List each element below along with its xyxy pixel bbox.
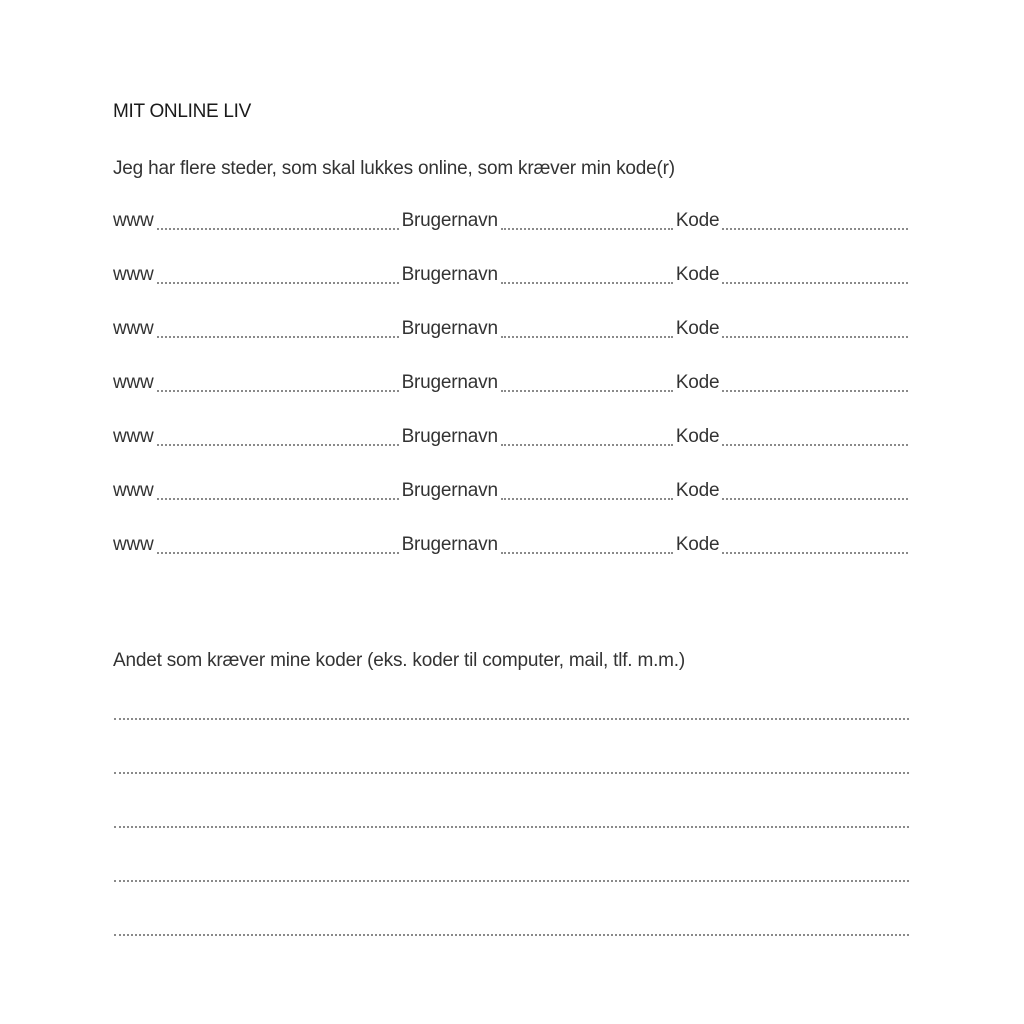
code-label: Kode [675,480,720,501]
code-field[interactable] [722,550,908,554]
username-field[interactable] [501,388,673,392]
www-field[interactable] [157,496,399,500]
www-label: www [113,264,154,285]
username-field[interactable] [501,550,673,554]
www-field[interactable] [157,280,399,284]
code-field[interactable] [722,496,908,500]
username-label: Brugernavn [401,210,498,231]
www-label: www [113,426,154,447]
username-label: Brugernavn [401,480,498,501]
www-field[interactable] [157,442,399,446]
username-label: Brugernavn [401,534,498,555]
www-field[interactable] [157,550,399,554]
code-label: Kode [675,534,720,555]
code-field[interactable] [722,388,908,392]
username-field[interactable] [501,496,673,500]
other-codes-line[interactable] [114,878,909,882]
code-label: Kode [675,210,720,231]
www-label: www [113,372,154,393]
www-field[interactable] [157,226,399,230]
www-label: www [113,534,154,555]
code-label: Kode [675,264,720,285]
username-label: Brugernavn [401,264,498,285]
other-codes-line[interactable] [114,824,909,828]
other-codes-line[interactable] [114,770,909,774]
username-label: Brugernavn [401,426,498,447]
credential-row [113,318,911,344]
username-field[interactable] [501,226,673,230]
code-field[interactable] [722,442,908,446]
code-label: Kode [675,372,720,393]
username-field[interactable] [501,442,673,446]
username-field[interactable] [501,334,673,338]
code-label: Kode [675,426,720,447]
username-field[interactable] [501,280,673,284]
code-field[interactable] [722,280,908,284]
www-label: www [113,210,154,231]
code-field[interactable] [722,334,908,338]
other-codes-heading: Andet som kræver mine koder (eks. koder til computer, mail, tlf. m.m.) [113,650,686,671]
username-label: Brugernavn [401,318,498,339]
intro-text: Jeg har flere steder, som skal lukkes online, som kræver min kode(r) [113,158,675,179]
credential-row [113,372,911,398]
www-field[interactable] [157,334,399,338]
credential-row [113,210,911,236]
www-field[interactable] [157,388,399,392]
credential-row [113,534,911,560]
other-codes-line[interactable] [114,716,909,720]
username-label: Brugernavn [401,372,498,393]
page-title: MIT ONLINE LIV [113,101,251,122]
credential-row [113,264,911,290]
credential-row [113,426,911,452]
code-label: Kode [675,318,720,339]
credential-row [113,480,911,506]
www-label: www [113,480,154,501]
code-field[interactable] [722,226,908,230]
www-label: www [113,318,154,339]
other-codes-line[interactable] [114,932,909,936]
